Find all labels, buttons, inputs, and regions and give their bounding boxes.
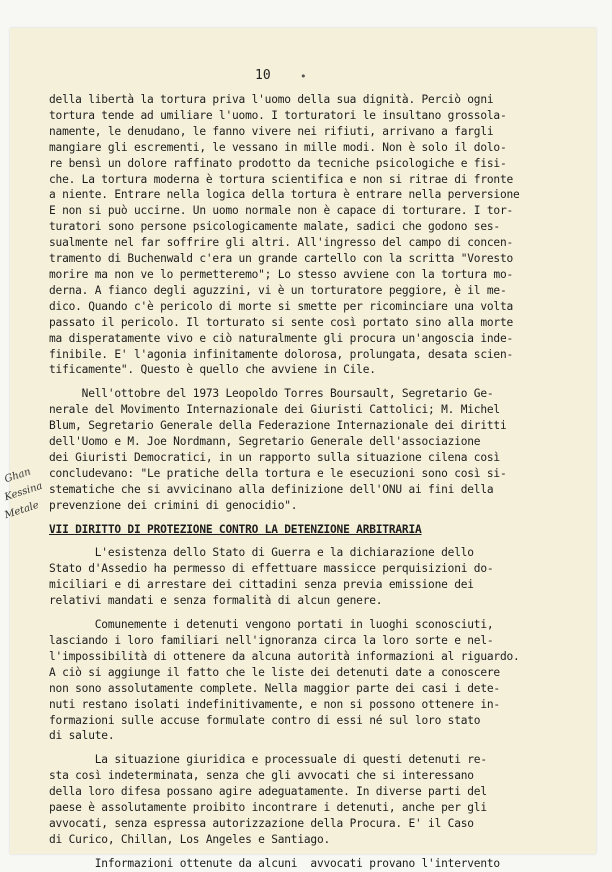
text-line: Comunemente i detenuti vengono portati in luoghi sconosciuti, bbox=[49, 618, 494, 632]
text-line: nuti restano isolati indefinitivamente, e non si possono ottenere in- bbox=[49, 697, 500, 711]
text-line: sualmente nel far soffrire gli altri. All'ingresso del campo di concen- bbox=[49, 236, 514, 250]
text-line: Informazioni ottenute da alcuni avvocati provano l'intervento bbox=[49, 856, 500, 870]
text-line: di salute. bbox=[49, 729, 115, 743]
text-line: derna. A fianco degli aguzzini, vi è un torturatore peggiore, è il me- bbox=[49, 283, 507, 297]
text-line: avvocati, senza espressa autorizzazione della Procura. E' il Caso bbox=[49, 816, 474, 830]
paragraph-gap bbox=[49, 848, 559, 856]
text-line: dell'Uomo e M. Joe Nordmann, Segretario Generale dell'associazione bbox=[49, 435, 481, 449]
text-line: morire ma non ve lo permetteremo"; Lo stesso avviene con la tortura mo- bbox=[49, 267, 514, 281]
text-line: nerale del Movimento Internazionale dei Giuristi Cattolici; M. Michel bbox=[49, 403, 500, 417]
text-line: tramento di Buchenwald c'era un grande cartello con la scritta "Voresto bbox=[49, 252, 514, 266]
text-line: che. La tortura moderna è tortura scientifica e non si ritrae di fronte bbox=[49, 172, 514, 186]
section-heading: VII DIRITTO DI PROTEZIONE CONTRO LA DETENZIONE ARBITRARIA bbox=[49, 522, 422, 536]
margin-handwritten-notes bbox=[3, 464, 52, 522]
text-line: concludevano: "Le pratiche della tortura e le esecuzioni sono così si- bbox=[49, 466, 507, 480]
margin-note: Metale bbox=[3, 499, 41, 522]
text-line: ma disperatamente vivo e ciò naturalmente gli procura un'angoscia inde- bbox=[49, 331, 514, 345]
text-line: tortura tende ad umiliare l'uomo. I torturatori le insultano grossola- bbox=[49, 108, 507, 122]
text-line: l'impossibilità di ottenere da alcuna autorità informazioni al riguardo. bbox=[49, 649, 520, 663]
text-line: paese è assolutamente proibito incontrare i detenuti, anche per gli bbox=[49, 801, 487, 815]
text-line: finibile. E' l'agonia infinitamente dolorosa, prolungata, desata scien- bbox=[49, 347, 514, 361]
paragraph-gap bbox=[49, 378, 559, 386]
paragraph-gap bbox=[49, 609, 559, 617]
text-line: tificamente". Questo è quello che avviene in Cile. bbox=[49, 363, 376, 377]
text-line: di Curico, Chillan, Los Angeles e Santiago. bbox=[49, 832, 331, 846]
page-dot-mark: • bbox=[300, 70, 307, 83]
text-line: Blum, Segretario Generale della Federazione Internazionale dei diritti bbox=[49, 419, 507, 433]
text-line: a niente. Entrare nella logica della tortura è entrare nella perversione bbox=[49, 188, 520, 202]
text-line: della loro difesa possano agire adeguatamente. In diverse parti del bbox=[49, 785, 487, 799]
paragraph-gap bbox=[49, 514, 559, 522]
text-line: miciliari e di arrestare dei cittadini senza previa emissione dei bbox=[49, 578, 474, 592]
text-line: namente, le denudano, le fanno vivere nei rifiuti, arrivano a fargli bbox=[49, 124, 494, 138]
text-line: stematiche che si avvicinano alla definizione dell'ONU ai fini della bbox=[49, 482, 494, 496]
text-line: Stato d'Assedio ha permesso di effettuare massicce perquisizioni do- bbox=[49, 562, 494, 576]
text-line: lasciando i loro familiari nell'ignoranza circa la loro sorte e nel- bbox=[49, 634, 494, 647]
paragraph-gap bbox=[49, 744, 559, 752]
margin-note: Kessina bbox=[3, 480, 44, 504]
text-line: della libertà la tortura priva l'uomo della sua dignità. Perciò ogni bbox=[49, 93, 494, 106]
text-line: relativi mandati e senza formalità di alcun genere. bbox=[49, 594, 383, 608]
text-line: prevenzione dei crimini di genocidio". bbox=[49, 498, 298, 512]
text-line: formazioni sulle accuse formulate contro di essi né sul loro stato bbox=[49, 713, 481, 727]
paragraph-gap bbox=[49, 537, 559, 545]
text-line: dei Giuristi Democratici, in un rapporto sulla situazione cilena così bbox=[49, 450, 500, 464]
text-line: La situazione giuridica e processuale di questi detenuti re- bbox=[49, 753, 487, 767]
text-line: E non si può uccirne. Un uomo normale non è capace di torturare. I tor- bbox=[49, 204, 514, 218]
text-line: re bensì un dolore raffinato prodotto da tecniche psicologiche e fisi- bbox=[49, 156, 507, 170]
text-line: Nell'ottobre del 1973 Leopoldo Torres Boursault, Segretario Ge- bbox=[49, 387, 494, 401]
text-line: mangiare gli escrementi, le vessano in mille modi. Non è solo il dolo- bbox=[49, 140, 507, 154]
text-line: sta così indeterminata, senza che gli avvocati che si interessano bbox=[49, 769, 474, 783]
page-number: 10 bbox=[255, 68, 271, 83]
text-line: non sono assolutamente complete. Nella maggior parte dei casi i detе- bbox=[49, 681, 500, 695]
text-line: A ciò si aggiunge il fatto che le liste dei detenuti date a conoscere bbox=[49, 665, 500, 679]
text-line: dico. Quando c'è pericolo di morte si smette per ricominciare una volta bbox=[49, 299, 514, 313]
document-body bbox=[49, 92, 559, 872]
text-line: turatori sono persone psicologicamente malate, sadici che godono ses- bbox=[49, 220, 500, 234]
margin-note: Ghan bbox=[3, 466, 33, 486]
text-line: passato il pericolo. Il torturato si sente così portato sino alla morte bbox=[49, 315, 514, 329]
text-line: L'esistenza dello Stato di Guerra e la dichiarazione dello bbox=[49, 546, 474, 560]
